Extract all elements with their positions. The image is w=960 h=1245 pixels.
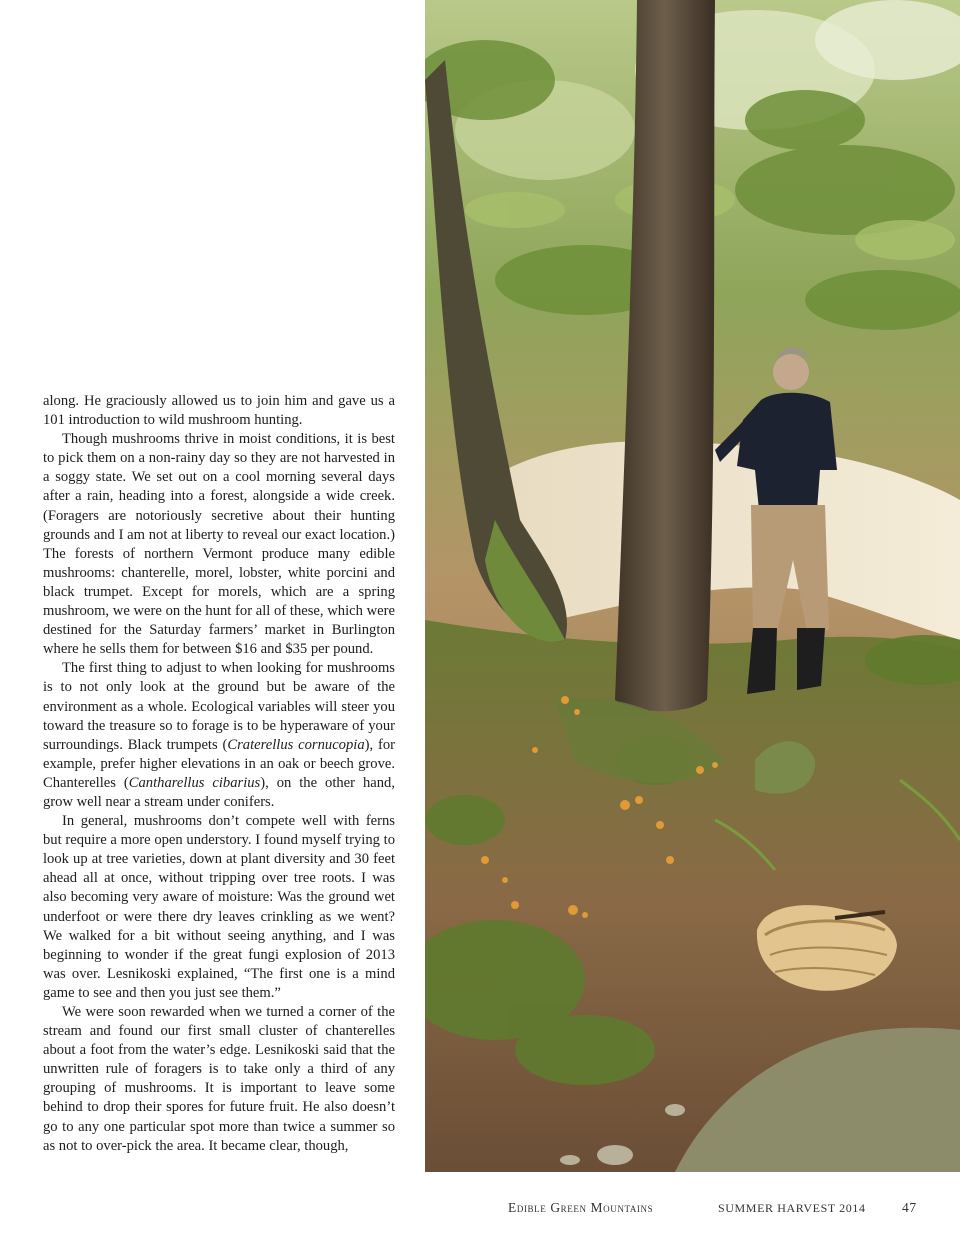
magazine-name: Edible Green Mountains (508, 1200, 654, 1215)
paragraph-3-part-1: The first thing to adjust to when looking for mushrooms is to not only look at the ground but be aware of the environment as a whole. Ecological variables will steer you toward the treasure so to forage is to be hyperaware of your surroundings. Black trumpets ( (43, 660, 395, 753)
paragraph-2: Though mushrooms thrive in moist conditions, it is best to pick them on a non-rainy day so they are not harvested in a soggy state. We set out on a cool morning several days after a rain, heading into a forest, alongside a wide creek. (Foragers are notoriously secretive about their hunting grounds and I am not at liberty to reveal our exact location.) The forests of northern Vermont produce many edible mushrooms: chanterelle, morel, lobster, white porcini and black trumpet. Except for morels, which are a spring mushroom, we were on the hunt for all of these, which were destined for the Saturday farmers’ market in Burlington where he sells them for between $16 and $35 per pound. (43, 431, 395, 658)
paragraph-1: along. He graciously allowed us to join him and gave us a 101 introduction to wild mushroom hunting. (43, 393, 395, 429)
paragraph-3-part-3: ), for example, prefer higher elevations in an oak or beech grove. Chanterelles ( (43, 736, 395, 791)
paragraph-4: In general, mushrooms don’t compete well with ferns but require a more open understory. I found myself trying to look up at tree varieties, down at plant diversity and 30 feet ahead all at once, without tripping over tree roots. I was also becoming very aware of moisture: Was the ground wet underfoot or were there dry leaves crinkling as we went? We walked for a bit without seeing anything, and I was beginning to wonder if the great fungi explosion of 2013 was over. Lesnikoski explained, “The first one is a mind game to see and then you just see them.” (43, 813, 395, 1001)
forest-photo (425, 0, 960, 1172)
latin-name-chanterelle: Cantharellus cibarius (128, 774, 261, 791)
latin-name-black-trumpet: Craterellus cornucopia (227, 736, 365, 753)
page-footer (508, 1200, 918, 1220)
paragraph-3-part-5: ), on the other hand, grow well near a stream under conifers. (43, 774, 395, 810)
issue-label: SUMMER HARVEST 2014 (718, 1201, 866, 1215)
paragraph-5: We were soon rewarded when we turned a corner of the stream and found our first small cluster of chanterelles about a foot from the water’s edge. Lesnikoski said that the unwritten rule of foragers is to take only a third of any grouping of mushrooms. It is important to leave some behind to drop their spores for future fruit. He also doesn’t go to any one particular spot more than twice a summer so as not to over-pick the area. It became clear, though, (43, 1004, 395, 1154)
page-number: 47 (902, 1200, 917, 1215)
paragraph-3 (43, 659, 395, 812)
article-body (43, 392, 395, 1156)
